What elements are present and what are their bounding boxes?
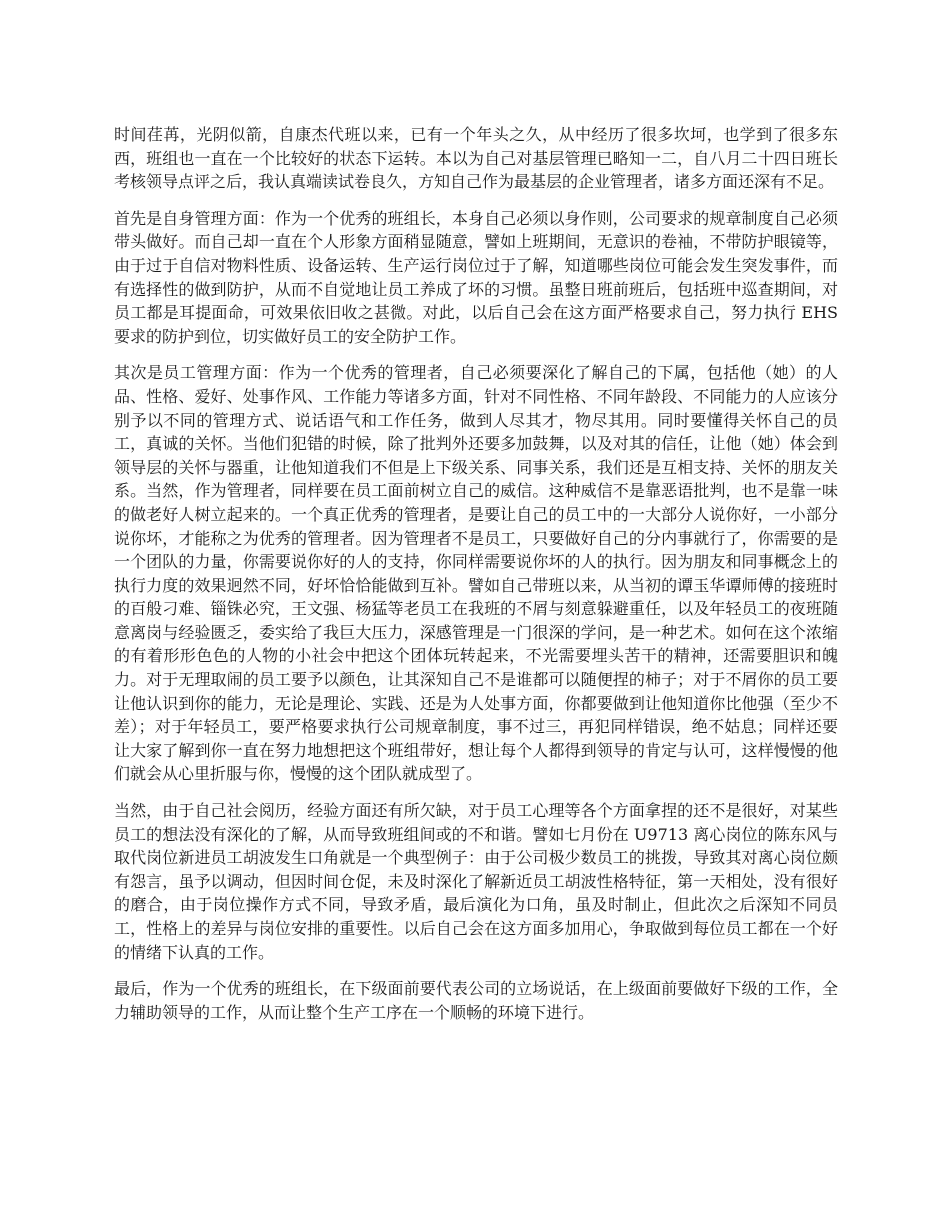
paragraph-conclusion: 最后，作为一个优秀的班组长，在下级面前要代表公司的立场说话，在上级面前要做好下级的工作，全力辅助领导的工作，从而让整个生产工序在一个顺畅的环境下进行。 [114,979,838,1022]
paragraph-staff-management: 其次是员工管理方面：作为一个优秀的管理者，自己必须要深化了解自己的下属，包括他（她）的人品、性格、爱好、处事作风、工作能力等诸多方面，针对不同性格、不同年龄段、不同能力的人应该分别予以不同的管理方式、说话语气和工作任务，做到人尽其才，物尽其用。同时要懂得关怀自己的员工，真诚的关怀。当他们犯错的时候，除了批判外还要多加鼓舞，以及对其的信任，让他（她）体会到领导层的关怀与器重，让他知道我们不但是上下级关系、同事关系，我们还是互相支持、关怀的朋友关系。当然，作为管理者，同样要在员工面前树立自己的威信。这种威信不是靠恶语批判，也不是靠一味的做老好人树立起来的。一个真正优秀的管理者，是要让自己的员工中的一大部分人说你好，一小部分说你坏，才能称之为优秀的管理者。因为管理者不是员工，只要做好自己的分内事就行了，你需要的是一个团队的力量，你需要说你好的人的支持，你同样需要说你坏的人的执行。因为朋友和同事概念上的执行力度的效果迥然不同，好坏恰恰能做到互补。譬如自己带班以来，从当初的谭玉华谭师傅的接班时的百般刁难、锱铢必究，王文强、杨猛等老员工在我班的不屑与刻意躲避重任，以及年轻员工的夜班随意离岗与经验匮乏，委实给了我巨大压力，深感管理是一门很深的学问，是一种艺术。如何在这个浓缩的有着形形色色的人物的小社会中把这个团体玩转起来，不光需要埋头苦干的精神，还需要胆识和魄力。对于无理取闹的员工要予以颜色，让其深知自己不是谁都可以随便捏的柿子；对于不屑你的员工要让他认识到你的能力，无论是理论、实践、还是为人处事方面，你都要做到让他知道你比他强（至少不差）；对于年轻员工，要严格要求执行公司规章制度，事不过三，再犯同样错误，绝不姑息；同样还要让大家了解到你一直在努力地想把这个班组带好，想让每个人都得到领导的肯定与认可，这样慢慢的他们就会从心里折服与你，慢慢的这个团队就成型了。 [114,363,838,784]
paragraph-shortcomings: 当然，由于自己社会阅历，经验方面还有所欠缺，对于员工心理等各个方面拿捏的还不是很好，对某些员工的想法没有深化的了解，从而导致班组间或的不和谐。譬如七月份在 U9713 离心岗位的陈东风与取代岗位新进员工胡波发生口角就是一个典型例子：由于公司极少数员工的挑拨，导致其对离心岗位颇有怨言，虽予以调动，但因时间仓促，未及时深化了解新近员工胡波性格特征，第一天相处，没有很好的磨合，由于岗位操作方式不同，导致矛盾，最后演化为口角，虽及时制止，但此次之后深知不同员工，性格上的差异与岗位安排的重要性。以后自己会在这方面多加用心，争取做到每位员工都在一个好的情绪下认真的工作。 [114,801,838,962]
document-body [114,123,838,1037]
paragraph-self-management: 首先是自身管理方面：作为一个优秀的班组长，本身自己必须以身作则，公司要求的规章制度自己必须带头做好。而自己却一直在个人形象方面稍显随意，譬如上班期间，无意识的卷袖，不带防护眼镜等，由于过于自信对物料性质、设备运转、生产运行岗位过于了解，知道哪些岗位可能会发生突发事件，而有选择性的做到防护，从而不自觉地让员工养成了坏的习惯。虽整日班前班后，包括班中巡查期间，对员工都是耳提面命，可效果依旧收之甚微。对此，以后自己会在这方面严格要求自己，努力执行 EHS 要求的防护到位，切实做好员工的安全防护工作。 [114,208,838,346]
paragraph-intro: 时间荏苒，光阴似箭，自康杰代班以来，已有一个年头之久，从中经历了很多坎坷，也学到了很多东西，班组也一直在一个比较好的状态下运转。本以为自己对基层管理已略知一二，自八月二十四日班长考核领导点评之后，我认真端读试卷良久，方知自己作为最基层的企业管理者，诸多方面还深有不足。 [114,125,838,192]
